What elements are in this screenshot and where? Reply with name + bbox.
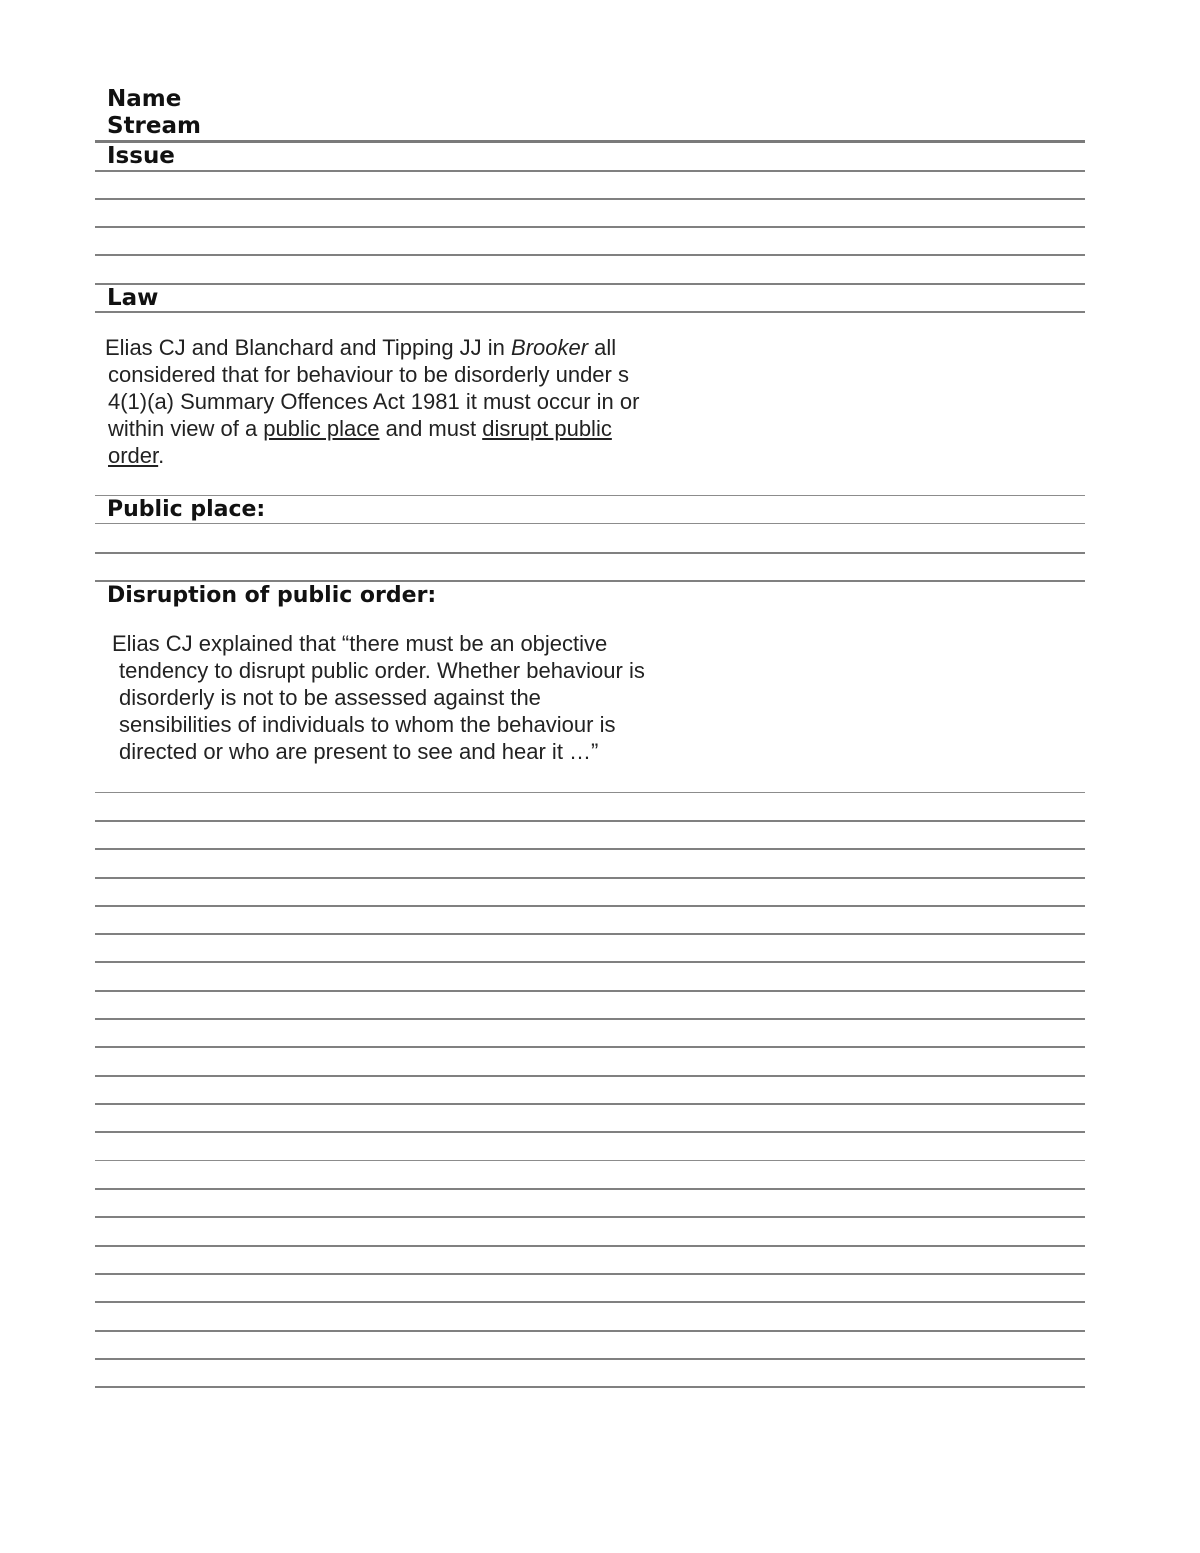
writing-line[interactable]: [95, 1273, 1085, 1275]
stream-label: Stream: [107, 113, 201, 139]
writing-line[interactable]: [95, 905, 1085, 907]
law-line-1: [105, 334, 639, 361]
disruption-quote: [112, 630, 645, 765]
term-order: order: [108, 443, 159, 468]
writing-line[interactable]: [95, 1188, 1085, 1190]
writing-line[interactable]: [95, 933, 1085, 935]
quote-line-3: disorderly is not to be assessed against the: [119, 685, 541, 710]
writing-line[interactable]: [95, 1075, 1085, 1077]
public-place-top-rule: [95, 495, 1085, 496]
writing-line[interactable]: [95, 523, 1085, 524]
law-line-5: [105, 442, 639, 469]
writing-line[interactable]: [95, 1330, 1085, 1332]
writing-line[interactable]: [95, 1018, 1085, 1020]
case-name-brooker: Brooker: [511, 335, 589, 360]
writing-line[interactable]: [95, 877, 1085, 879]
quote-line-5: directed or who are present to see and hear it …”: [119, 739, 599, 764]
writing-line[interactable]: [95, 552, 1085, 554]
law-text: Elias CJ and Blanchard and Tipping JJ in: [105, 335, 512, 360]
law-heading: Law: [107, 285, 159, 311]
name-label: Name: [107, 86, 182, 112]
law-paragraph: [105, 334, 639, 469]
quote-line-2: tendency to disrupt public order. Whether behaviour is: [119, 658, 645, 683]
law-line-3: 4(1)(a) Summary Offences Act 1981 it must occur in or: [108, 389, 640, 414]
writing-line[interactable]: [95, 1160, 1085, 1161]
writing-line[interactable]: [95, 1103, 1085, 1105]
header-divider: [95, 140, 1085, 143]
law-divider: [95, 311, 1085, 313]
law-text: all: [588, 335, 617, 360]
writing-line[interactable]: [95, 1131, 1085, 1133]
writing-line[interactable]: [95, 820, 1085, 822]
writing-line[interactable]: [95, 990, 1085, 992]
writing-line[interactable]: [95, 198, 1085, 200]
law-line-4: [105, 415, 639, 442]
writing-line[interactable]: [95, 1301, 1085, 1303]
writing-line[interactable]: [95, 1358, 1085, 1360]
writing-line[interactable]: [95, 283, 1085, 285]
disruption-heading: Disruption of public order:: [107, 583, 437, 608]
writing-line[interactable]: [95, 792, 1085, 793]
writing-line[interactable]: [95, 1216, 1085, 1218]
law-text: within view of a: [108, 416, 264, 441]
writing-line[interactable]: [95, 226, 1085, 228]
writing-line[interactable]: [95, 1046, 1085, 1048]
writing-line[interactable]: [95, 1386, 1085, 1388]
writing-line[interactable]: [95, 1245, 1085, 1247]
law-line-2: considered that for behaviour to be disorderly under s: [108, 362, 629, 387]
writing-line[interactable]: [95, 961, 1085, 963]
law-text: and must: [379, 416, 483, 441]
quote-line-4: sensibilities of individuals to whom the behaviour is: [119, 712, 616, 737]
term-public-place: public place: [263, 416, 380, 441]
law-text: .: [158, 443, 165, 468]
writing-line[interactable]: [95, 254, 1085, 256]
term-disrupt-public: disrupt public: [482, 416, 612, 441]
public-place-heading: Public place:: [107, 497, 266, 522]
writing-line[interactable]: [95, 170, 1085, 172]
issue-heading: Issue: [107, 143, 175, 169]
writing-line[interactable]: [95, 580, 1085, 582]
writing-line[interactable]: [95, 848, 1085, 850]
quote-line-1: Elias CJ explained that “there must be an objective: [112, 631, 608, 656]
